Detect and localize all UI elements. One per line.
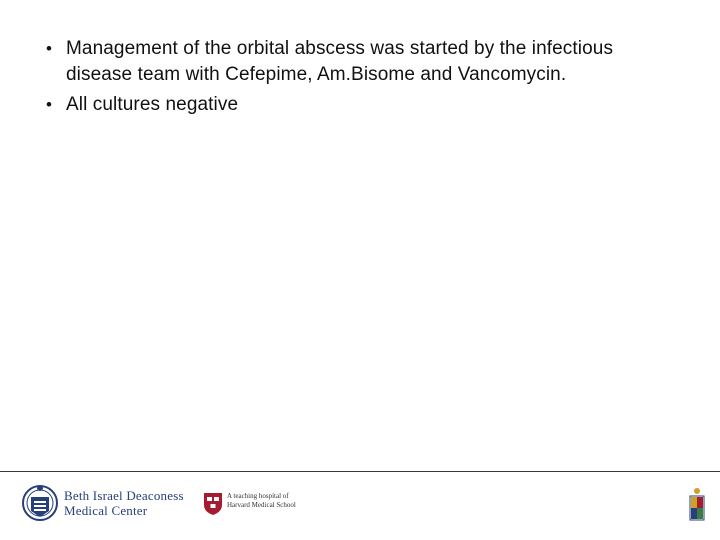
affiliation-line1: A teaching hospital of bbox=[227, 492, 289, 500]
bullet-item-treatment bbox=[46, 36, 646, 88]
institution-name-line2: Medical Center bbox=[64, 503, 148, 518]
corner-emblem-icon bbox=[688, 486, 706, 522]
harvard-affiliation bbox=[227, 492, 296, 510]
bidmc-seal-icon bbox=[21, 480, 59, 526]
bullet-item-cultures bbox=[46, 92, 646, 118]
slide-content bbox=[46, 36, 646, 122]
bidmc-wordmark bbox=[64, 488, 184, 518]
bullet-text-treatment: Management of the orbital abscess was started by the infectious disease team with Cefepime, Am.Bisome and Vancomycin. bbox=[66, 38, 614, 85]
bullet-marker: • bbox=[46, 95, 52, 114]
institution-name-line1: Beth Israel Deaconess bbox=[64, 488, 184, 503]
bullet-marker: • bbox=[46, 39, 52, 58]
harvard-shield-icon bbox=[203, 492, 223, 516]
slide-footer bbox=[0, 472, 720, 540]
bullet-text-cultures: All cultures negative bbox=[66, 94, 239, 115]
affiliation-line2: Harvard Medical School bbox=[227, 501, 296, 509]
bullet-list bbox=[46, 36, 646, 118]
